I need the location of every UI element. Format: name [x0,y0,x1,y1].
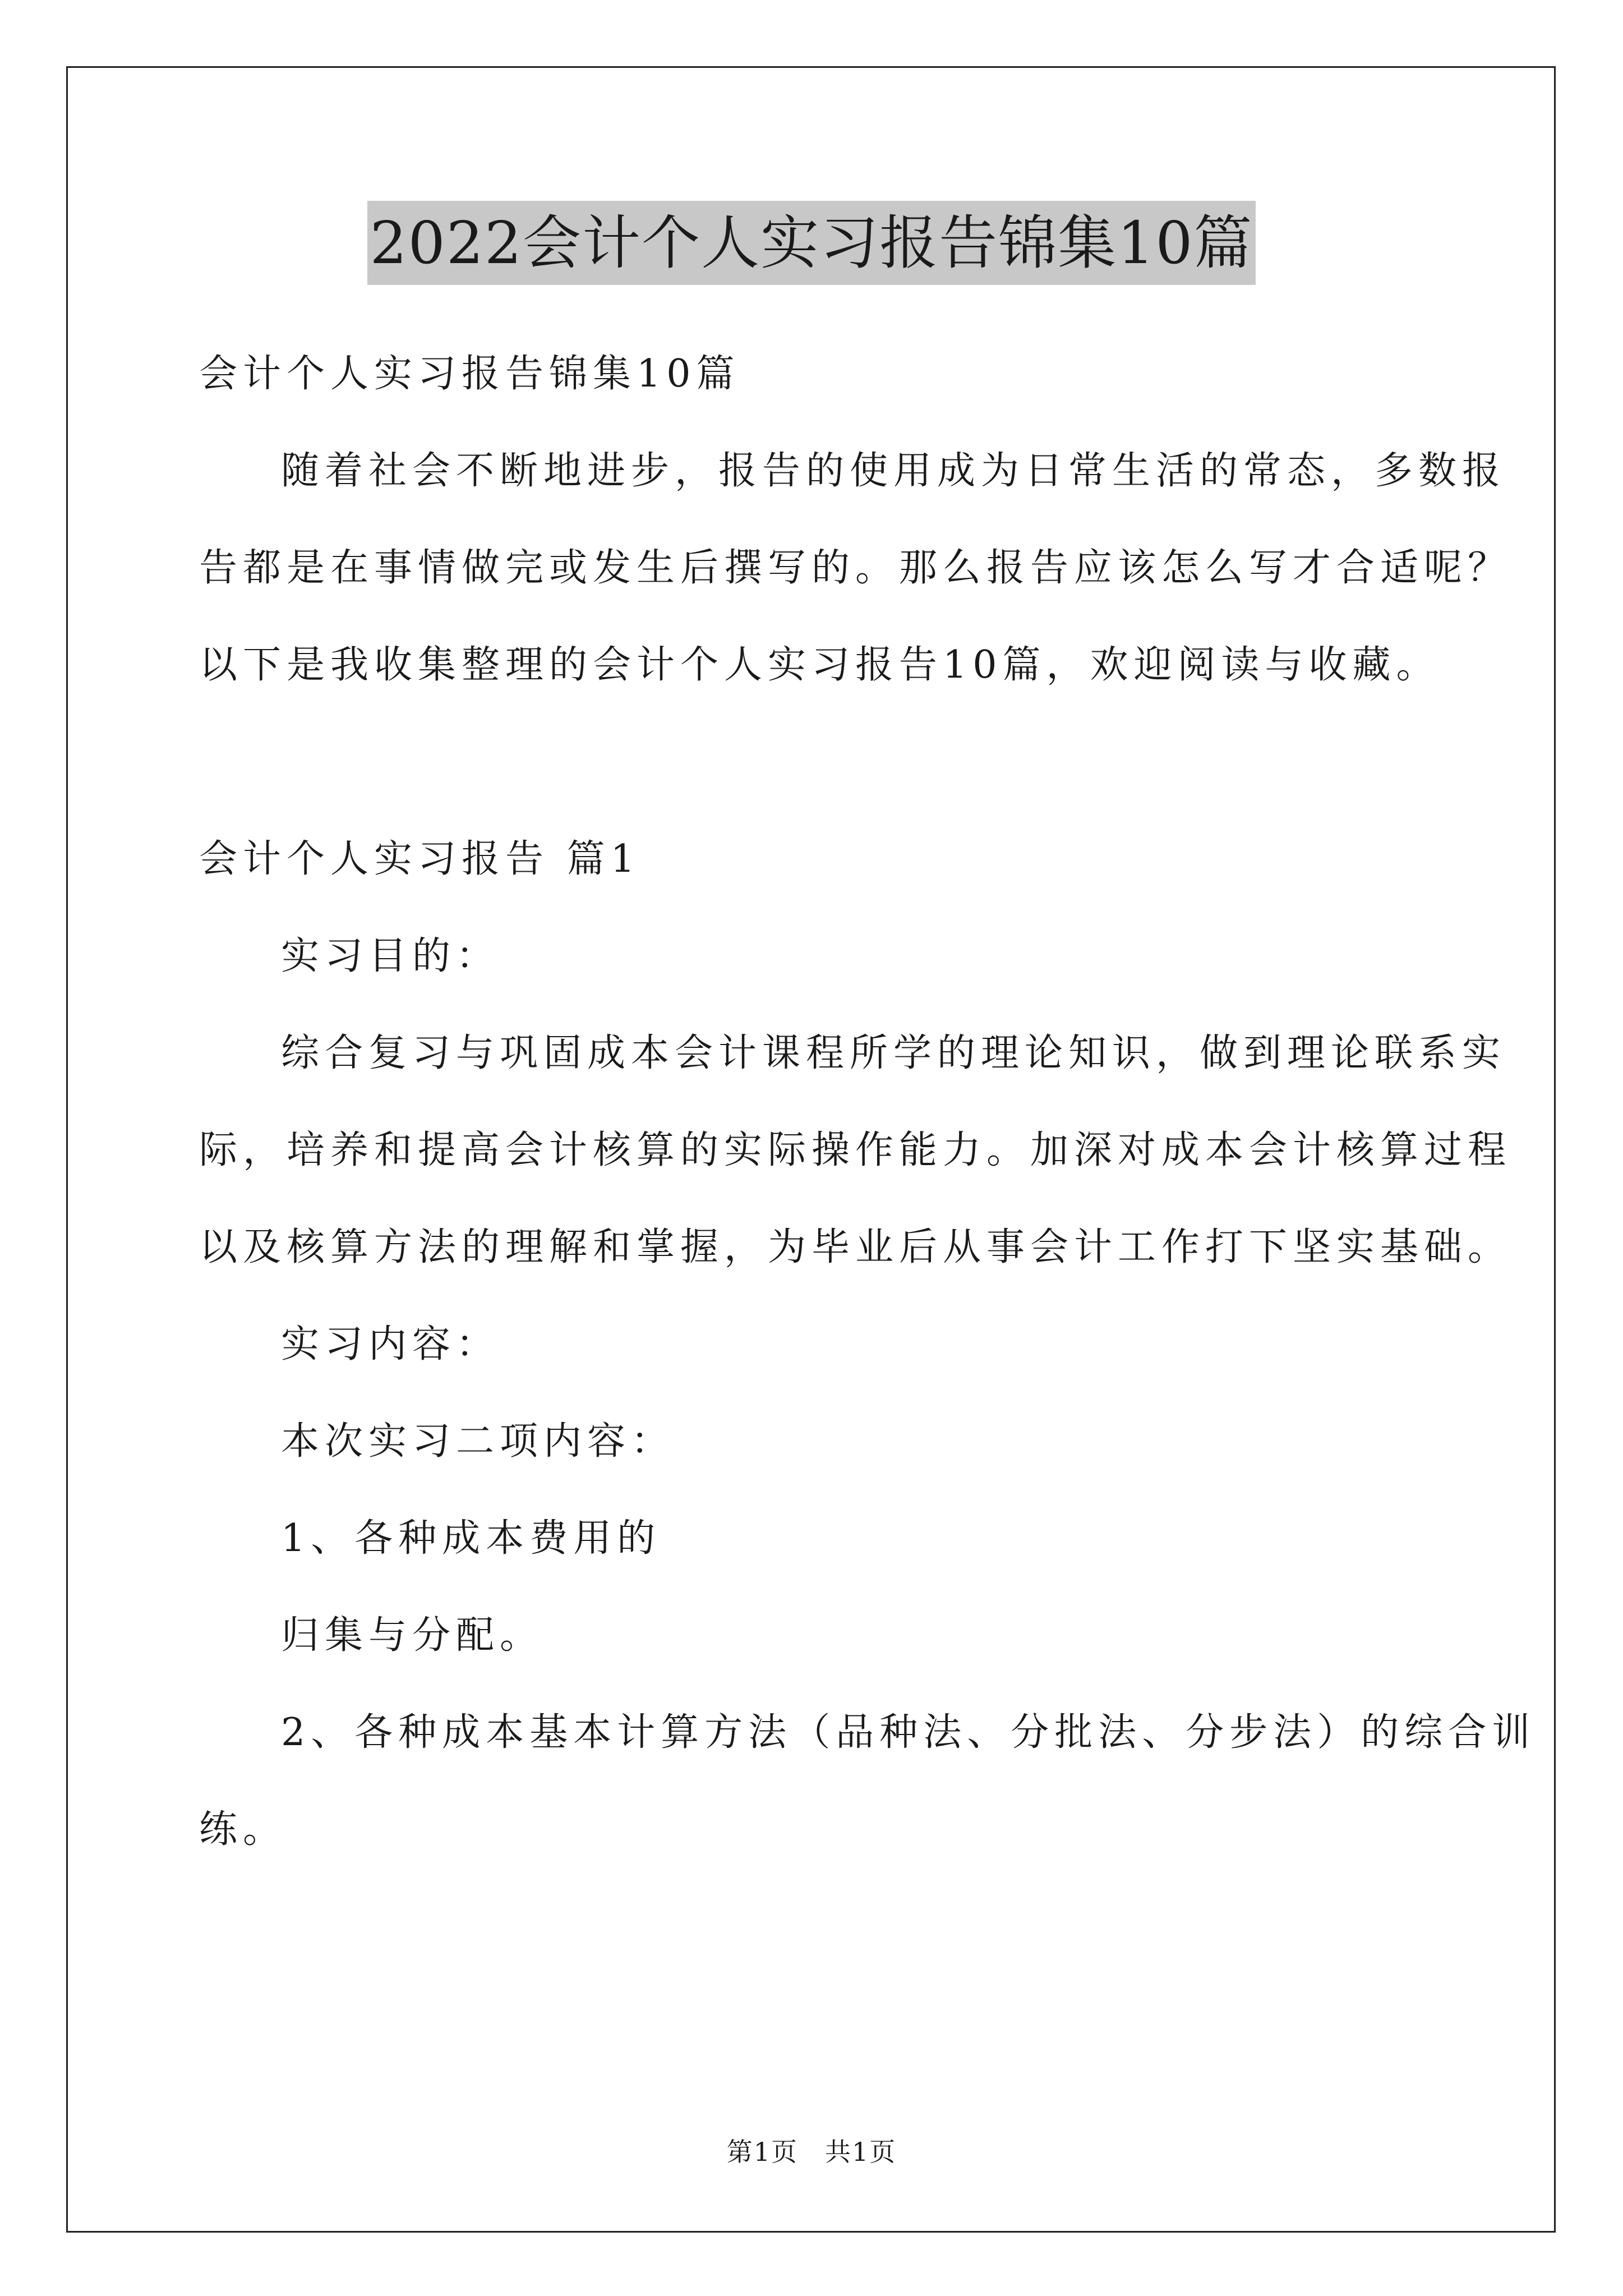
paragraph-line: 告都是在事情做完或发生后撰写的。那么报告应该怎么写才合适呢？ [199,546,1512,590]
paragraph-line: 实习目的： [281,934,500,978]
title-container [0,201,1623,285]
paragraph-line: 际，培养和提高会计核算的实际操作能力。加深对成本会计核算过程 [199,1128,1512,1172]
section-heading: 会计个人实习报告 篇1 [199,837,640,881]
paragraph-line: 2、各种成本基本计算方法（品种法、分批法、分步法）的综合训 [281,1710,1536,1755]
paragraph-line: 本次实习二项内容： [281,1419,675,1464]
paragraph-line: 练。 [199,1807,287,1852]
blank-line [199,714,1433,811]
paragraph-line: 随着社会不断地进步，报告的使用成为日常生活的常态，多数报 [281,449,1506,493]
paragraph-line: 综合复习与巩固成本会计课程所学的理论知识，做到理论联系实 [281,1031,1506,1075]
paragraph-line: 1、各种成本费用的 [281,1516,661,1561]
paragraph-line: 实习内容： [281,1322,500,1366]
paragraph-line: 以下是我收集整理的会计个人实习报告10篇，欢迎阅读与收藏。 [199,643,1440,687]
paragraph-line: 归集与分配。 [281,1613,544,1658]
document-body [199,325,1536,1878]
subtitle-line: 会计个人实习报告锦集10篇 [199,352,740,396]
document-title: 2022会计个人实习报告锦集10篇 [367,201,1255,285]
paragraph-line: 以及核算方法的理解和掌握，为毕业后从事会计工作打下坚实基础。 [199,1225,1512,1269]
page-footer: 第1页 共1页 [726,2137,897,2167]
